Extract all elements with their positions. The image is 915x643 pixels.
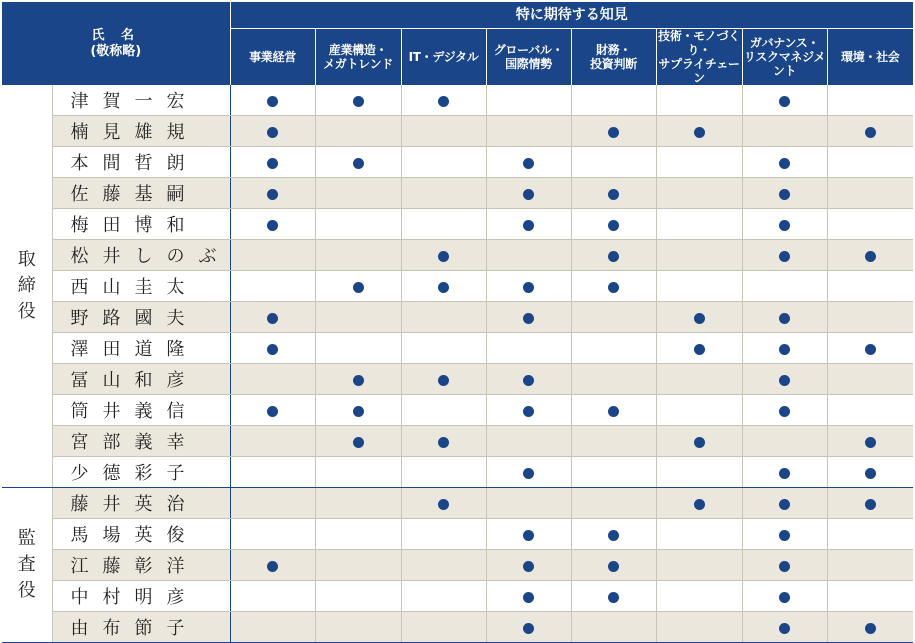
- expertise-cell: [401, 302, 486, 333]
- table-row: [2, 457, 913, 488]
- dot-marker-icon: [523, 592, 534, 603]
- expertise-cell: [315, 333, 401, 364]
- dot-marker-icon: [523, 158, 534, 169]
- dot-marker-icon: [267, 313, 278, 324]
- expertise-cell: [742, 519, 827, 550]
- expertise-cell: [401, 178, 486, 209]
- member-name: 中村明彦: [52, 581, 230, 612]
- dot-marker-icon: [608, 220, 619, 231]
- expertise-cell: [486, 364, 571, 395]
- expertise-cell: [742, 209, 827, 240]
- dot-marker-icon: [779, 468, 790, 479]
- expertise-cell: [827, 333, 913, 364]
- expertise-column-header: [742, 29, 827, 86]
- dot-marker-icon: [779, 499, 790, 510]
- dot-marker-icon: [779, 189, 790, 200]
- expertise-cell: [571, 395, 656, 426]
- expertise-column-header: [401, 29, 486, 86]
- expertise-cell: [315, 271, 401, 302]
- member-name: 西山圭太: [52, 271, 230, 302]
- expertise-cell: [742, 333, 827, 364]
- expertise-cell: [401, 209, 486, 240]
- expertise-cell: [315, 426, 401, 457]
- dot-marker-icon: [779, 623, 790, 634]
- expertise-cell: [827, 364, 913, 395]
- dot-marker-icon: [523, 406, 534, 417]
- dot-marker-icon: [438, 251, 449, 262]
- expertise-cell: [827, 426, 913, 457]
- expertise-cell: [401, 612, 486, 643]
- dot-marker-icon: [865, 251, 876, 262]
- expertise-cell: [742, 457, 827, 488]
- expertise-column-header: [315, 29, 401, 86]
- expertise-column-header-line: 投資判断: [590, 57, 637, 71]
- table-row: [2, 395, 913, 426]
- expertise-cell: [827, 178, 913, 209]
- expertise-cell: [315, 178, 401, 209]
- expertise-cell: [315, 302, 401, 333]
- dot-marker-icon: [694, 437, 705, 448]
- dot-marker-icon: [779, 406, 790, 417]
- dot-marker-icon: [267, 189, 278, 200]
- dot-marker-icon: [438, 437, 449, 448]
- member-name: 由布節子: [52, 612, 230, 643]
- expertise-cell: [827, 612, 913, 643]
- member-name: 馬場英俊: [52, 519, 230, 550]
- expertise-cell: [742, 395, 827, 426]
- role-group-char: 締: [17, 275, 36, 296]
- expertise-cell: [230, 550, 315, 581]
- expertise-cell: [827, 85, 913, 116]
- expertise-column-header-line: 国際情勢: [505, 57, 552, 71]
- table-row: [2, 333, 913, 364]
- dot-marker-icon: [779, 561, 790, 572]
- expertise-cell: [486, 116, 571, 147]
- member-name: 津賀一宏: [52, 85, 230, 116]
- expertise-cell: [656, 85, 742, 116]
- dot-marker-icon: [438, 96, 449, 107]
- expertise-cell: [315, 457, 401, 488]
- expertise-cell: [827, 488, 913, 519]
- role-group-char: 取: [17, 249, 36, 270]
- expertise-cell: [656, 147, 742, 178]
- expertise-cell: [401, 581, 486, 612]
- expertise-column-header-line: IT・デジタル: [408, 50, 479, 64]
- expertise-cell: [656, 519, 742, 550]
- dot-marker-icon: [608, 561, 619, 572]
- dot-marker-icon: [267, 344, 278, 355]
- dot-marker-icon: [267, 96, 278, 107]
- dot-marker-icon: [779, 530, 790, 541]
- dot-marker-icon: [779, 344, 790, 355]
- expertise-cell: [742, 147, 827, 178]
- expertise-cell: [315, 550, 401, 581]
- expertise-cell: [827, 519, 913, 550]
- expertise-cell: [827, 550, 913, 581]
- table-row: [2, 364, 913, 395]
- role-group-label: [2, 488, 52, 643]
- expertise-cell: [315, 519, 401, 550]
- dot-marker-icon: [694, 499, 705, 510]
- member-name: 本間哲朗: [52, 147, 230, 178]
- expertise-cell: [401, 395, 486, 426]
- expertise-column-header-line: 産業構造・: [328, 43, 388, 57]
- expertise-cell: [571, 519, 656, 550]
- expertise-column-header: [230, 29, 315, 86]
- expertise-cell: [742, 364, 827, 395]
- table-row: [2, 488, 913, 519]
- expertise-cell: [571, 488, 656, 519]
- dot-marker-icon: [608, 282, 619, 293]
- table-row: [2, 209, 913, 240]
- expertise-cell: [315, 209, 401, 240]
- member-name: 松井しのぶ: [52, 240, 230, 271]
- expertise-cell: [315, 612, 401, 643]
- skills-matrix-table: [2, 2, 913, 643]
- expertise-column-header-line: 事業経営: [249, 50, 296, 64]
- expertise-cell: [656, 395, 742, 426]
- expertise-cell: [486, 581, 571, 612]
- dot-marker-icon: [353, 437, 364, 448]
- expertise-cell: [401, 147, 486, 178]
- expertise-cell: [742, 612, 827, 643]
- dot-marker-icon: [865, 127, 876, 138]
- expertise-cell: [315, 581, 401, 612]
- dot-marker-icon: [779, 220, 790, 231]
- expertise-cell: [486, 488, 571, 519]
- expertise-cell: [230, 85, 315, 116]
- table-row: [2, 550, 913, 581]
- expertise-cell: [742, 178, 827, 209]
- expertise-cell: [571, 426, 656, 457]
- expertise-column-header-line: 環境・社会: [841, 50, 900, 64]
- dot-marker-icon: [523, 561, 534, 572]
- table-body: [2, 85, 913, 643]
- dot-marker-icon: [523, 530, 534, 541]
- dot-marker-icon: [353, 96, 364, 107]
- dot-marker-icon: [267, 406, 278, 417]
- expertise-cell: [486, 302, 571, 333]
- expertise-cell: [401, 271, 486, 302]
- dot-marker-icon: [865, 468, 876, 479]
- dot-marker-icon: [353, 406, 364, 417]
- expertise-cell: [827, 395, 913, 426]
- dot-marker-icon: [353, 158, 364, 169]
- member-name: 澤田道隆: [52, 333, 230, 364]
- dot-marker-icon: [608, 127, 619, 138]
- expertise-cell: [486, 178, 571, 209]
- member-name: 佐藤基嗣: [52, 178, 230, 209]
- expertise-cell: [571, 612, 656, 643]
- expertise-cell: [656, 612, 742, 643]
- expertise-cell: [571, 581, 656, 612]
- expertise-cell: [315, 85, 401, 116]
- expertise-cell: [230, 209, 315, 240]
- expertise-cell: [656, 209, 742, 240]
- expertise-cell: [486, 209, 571, 240]
- expertise-cell: [571, 240, 656, 271]
- expertise-cell: [571, 116, 656, 147]
- dot-marker-icon: [865, 623, 876, 634]
- member-name: 藤井英治: [52, 488, 230, 519]
- expertise-cell: [486, 240, 571, 271]
- expertise-cell: [486, 85, 571, 116]
- expertise-cell: [230, 581, 315, 612]
- expertise-cell: [401, 519, 486, 550]
- member-name: 筒井義信: [52, 395, 230, 426]
- name-header-label: 氏 名: [91, 27, 141, 43]
- expertise-column-header: [571, 29, 656, 86]
- dot-marker-icon: [438, 499, 449, 510]
- expertise-cell: [230, 364, 315, 395]
- expertise-cell: [571, 550, 656, 581]
- expertise-cell: [230, 240, 315, 271]
- dot-marker-icon: [694, 344, 705, 355]
- expertise-cell: [656, 302, 742, 333]
- expertise-cell: [827, 240, 913, 271]
- expertise-cell: [742, 488, 827, 519]
- expertise-cell: [656, 116, 742, 147]
- dot-marker-icon: [779, 592, 790, 603]
- expertise-cell: [571, 333, 656, 364]
- expertise-cell: [571, 209, 656, 240]
- table-row: [2, 612, 913, 643]
- expertise-cell: [315, 364, 401, 395]
- expertise-cell: [571, 271, 656, 302]
- table-row: [2, 85, 913, 116]
- dot-marker-icon: [523, 468, 534, 479]
- expertise-cell: [656, 240, 742, 271]
- expertise-column-header-line: グローバル・: [493, 43, 564, 57]
- expertise-cell: [571, 147, 656, 178]
- table-row: [2, 426, 913, 457]
- expertise-cell: [315, 395, 401, 426]
- expertise-cell: [401, 457, 486, 488]
- expertise-cell: [401, 550, 486, 581]
- expertise-cell: [230, 302, 315, 333]
- expertise-cell: [656, 457, 742, 488]
- expertise-cell: [656, 581, 742, 612]
- dot-marker-icon: [438, 282, 449, 293]
- expertise-cell: [742, 581, 827, 612]
- dot-marker-icon: [865, 437, 876, 448]
- expertise-cell: [230, 488, 315, 519]
- dot-marker-icon: [523, 189, 534, 200]
- expertise-column-header: [827, 29, 913, 86]
- expertise-cell: [486, 519, 571, 550]
- expertise-cell: [486, 612, 571, 643]
- expertise-cell: [230, 147, 315, 178]
- member-name: 野路國夫: [52, 302, 230, 333]
- member-name: 江藤彰洋: [52, 550, 230, 581]
- expertise-cell: [230, 426, 315, 457]
- expertise-cell: [571, 457, 656, 488]
- expertise-cell: [571, 302, 656, 333]
- expertise-cell: [230, 178, 315, 209]
- expertise-cell: [486, 457, 571, 488]
- expertise-cell: [656, 178, 742, 209]
- expertise-cell: [742, 426, 827, 457]
- dot-marker-icon: [608, 189, 619, 200]
- expertise-cell: [742, 550, 827, 581]
- dot-marker-icon: [779, 96, 790, 107]
- dot-marker-icon: [608, 592, 619, 603]
- dot-marker-icon: [523, 313, 534, 324]
- member-name: 梅田博和: [52, 209, 230, 240]
- table-row: [2, 302, 913, 333]
- dot-marker-icon: [865, 344, 876, 355]
- expertise-cell: [827, 581, 913, 612]
- role-group-label: [2, 85, 52, 488]
- expertise-cell: [315, 116, 401, 147]
- dot-marker-icon: [353, 375, 364, 386]
- dot-marker-icon: [779, 313, 790, 324]
- expertise-column-header-line: リスクマネジメント: [743, 50, 826, 78]
- table-row: [2, 116, 913, 147]
- expertise-cell: [827, 302, 913, 333]
- dot-marker-icon: [523, 220, 534, 231]
- dot-marker-icon: [608, 530, 619, 541]
- dot-marker-icon: [267, 158, 278, 169]
- expertise-cell: [230, 457, 315, 488]
- dot-marker-icon: [779, 158, 790, 169]
- table-header: [2, 2, 913, 85]
- dot-marker-icon: [438, 375, 449, 386]
- dot-marker-icon: [779, 251, 790, 262]
- expertise-cell: [401, 333, 486, 364]
- expertise-cell: [315, 240, 401, 271]
- expertise-cell: [571, 178, 656, 209]
- dot-marker-icon: [267, 220, 278, 231]
- expertise-cell: [742, 240, 827, 271]
- role-group-char: 査: [17, 554, 36, 575]
- expertise-cell: [230, 395, 315, 426]
- expertise-cell: [230, 271, 315, 302]
- dot-marker-icon: [523, 282, 534, 293]
- expertise-cell: [742, 85, 827, 116]
- table-row: [2, 519, 913, 550]
- dot-marker-icon: [865, 499, 876, 510]
- expertise-cell: [486, 147, 571, 178]
- dot-marker-icon: [267, 127, 278, 138]
- member-name: 少德彩子: [52, 457, 230, 488]
- dot-marker-icon: [267, 561, 278, 572]
- expertise-cell: [656, 271, 742, 302]
- name-column-header: [2, 2, 230, 85]
- dot-marker-icon: [779, 375, 790, 386]
- table-row: [2, 240, 913, 271]
- expertise-cell: [401, 85, 486, 116]
- expertise-column-header-line: 財務・: [595, 43, 632, 57]
- expertise-cell: [486, 426, 571, 457]
- table-row: [2, 147, 913, 178]
- expertise-cell: [827, 116, 913, 147]
- expertise-cell: [315, 147, 401, 178]
- dot-marker-icon: [694, 313, 705, 324]
- table-row: [2, 581, 913, 612]
- expertise-cell: [656, 364, 742, 395]
- expertise-cell: [742, 116, 827, 147]
- expertise-cell: [401, 116, 486, 147]
- expertise-cell: [827, 147, 913, 178]
- expertise-cell: [742, 302, 827, 333]
- expertise-cell: [827, 209, 913, 240]
- dot-marker-icon: [523, 375, 534, 386]
- expertise-column-header-line: サプライチェーン: [658, 57, 740, 85]
- dot-marker-icon: [608, 251, 619, 262]
- expertise-cell: [827, 457, 913, 488]
- dot-marker-icon: [694, 127, 705, 138]
- member-name: 楠見雄規: [52, 116, 230, 147]
- expertise-cell: [315, 488, 401, 519]
- role-group-char: 監: [17, 528, 36, 549]
- table-row: [2, 271, 913, 302]
- expertise-cell: [486, 550, 571, 581]
- expertise-cell: [486, 271, 571, 302]
- role-group-char: 役: [17, 580, 36, 601]
- expertise-cell: [656, 426, 742, 457]
- expertise-cell: [742, 271, 827, 302]
- member-name: 冨山和彦: [52, 364, 230, 395]
- expertise-cell: [230, 116, 315, 147]
- dot-marker-icon: [353, 282, 364, 293]
- expertise-cell: [571, 85, 656, 116]
- expertise-cell: [486, 395, 571, 426]
- expertise-cell: [486, 333, 571, 364]
- expertise-column-header-line: 技術・モノづくり・: [658, 29, 740, 57]
- dot-marker-icon: [608, 406, 619, 417]
- expertise-cell: [571, 364, 656, 395]
- expertise-cell: [401, 364, 486, 395]
- expertise-column-header-line: メガトレンド: [323, 57, 393, 71]
- expertise-cell: [827, 271, 913, 302]
- expertise-cell: [230, 333, 315, 364]
- expertise-cell: [401, 240, 486, 271]
- member-name: 宮部義幸: [52, 426, 230, 457]
- role-group-char: 役: [17, 301, 36, 322]
- name-header-note: (敬称略): [90, 43, 142, 59]
- expertise-cell: [401, 426, 486, 457]
- expertise-cell: [656, 333, 742, 364]
- expertise-column-header: [486, 29, 571, 86]
- expertise-cell: [230, 612, 315, 643]
- expertise-column-header: [656, 29, 742, 86]
- expertise-header: 特に期待する知見: [230, 2, 913, 29]
- dot-marker-icon: [523, 623, 534, 634]
- expertise-column-header-line: ガバナンス・: [749, 36, 820, 50]
- table-row: [2, 178, 913, 209]
- expertise-cell: [656, 550, 742, 581]
- expertise-cell: [230, 519, 315, 550]
- expertise-cell: [401, 488, 486, 519]
- expertise-cell: [656, 488, 742, 519]
